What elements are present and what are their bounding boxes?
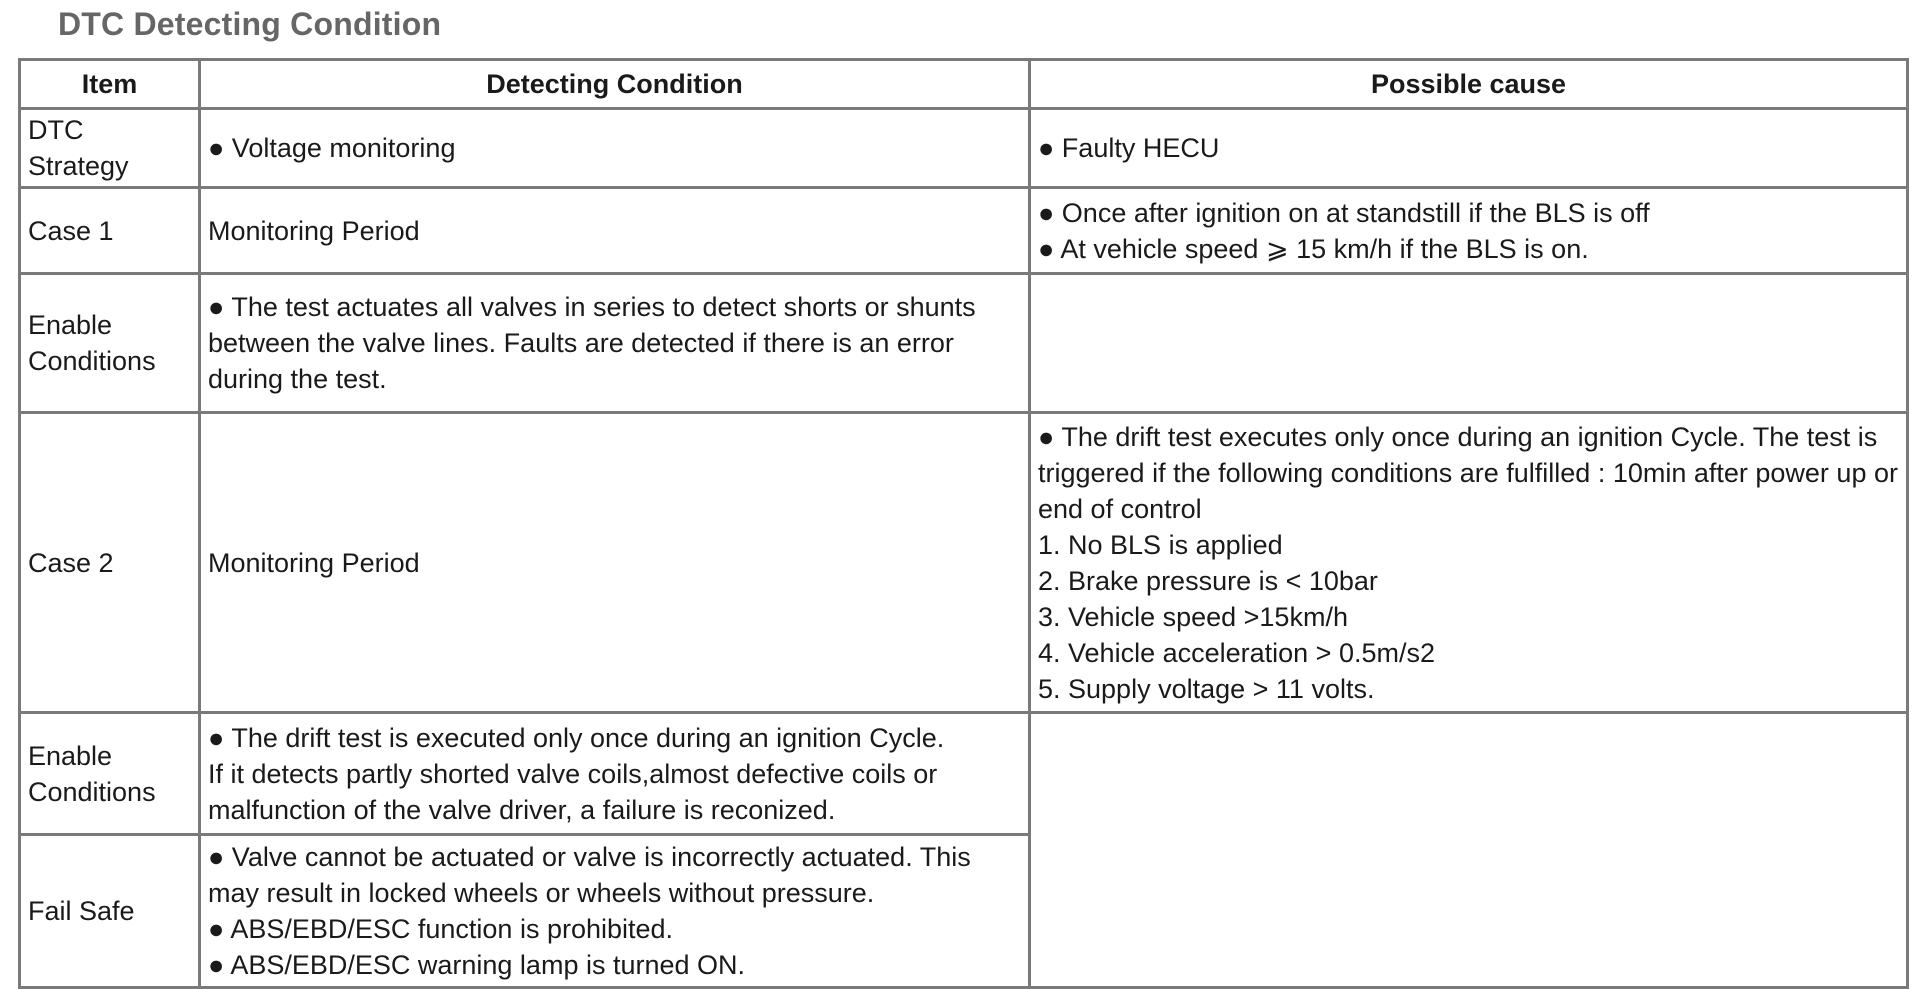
text-line: ● The test actuates all valves in series to detect shorts or shunts <box>208 292 976 322</box>
item-cell: Enable Conditions <box>20 713 200 835</box>
text-line: 1. No BLS is applied <box>1038 529 1283 560</box>
cause-cell <box>1030 413 1908 713</box>
text-line: ● ABS/EBD/ESC function is prohibited. <box>208 914 674 944</box>
item-cell: Enable Conditions <box>20 274 200 413</box>
item-cell: Case 1 <box>20 188 200 274</box>
table-row <box>20 274 1908 413</box>
detecting-cell <box>200 274 1030 413</box>
text-line: ● The drift test is executed only once during an ignition Cycle. <box>208 722 945 753</box>
cause-cell-empty <box>1030 713 1908 988</box>
table-row <box>20 188 1908 274</box>
text-line: 5. Supply voltage > 11 volts. <box>1038 673 1375 704</box>
header-possible-cause: Possible cause <box>1030 60 1908 109</box>
text-line: ● Once after ignition on at standstill if the BLS is off <box>1038 197 1650 228</box>
text-line: Monitoring Period <box>208 547 420 578</box>
header-item: Item <box>20 60 200 109</box>
text-line: If it detects partly shorted valve coils,almost defective coils or <box>208 758 938 789</box>
header-row <box>20 60 1908 109</box>
text-line: may result in locked wheels or wheels without pressure. <box>208 878 875 908</box>
text-line: ● Voltage monitoring <box>208 133 456 163</box>
text-line: end of control <box>1038 493 1202 524</box>
text-line: ● Faulty HECU <box>1038 133 1220 163</box>
detecting-cell <box>200 109 1030 188</box>
item-cell: DTC Strategy <box>20 109 200 188</box>
detecting-cell <box>200 188 1030 274</box>
cause-cell <box>1030 188 1908 274</box>
text-line: ● At vehicle speed ⩾ 15 km/h if the BLS is on. <box>1038 233 1589 264</box>
cause-cell-empty <box>1030 274 1908 413</box>
text-line: 3. Vehicle speed >15km/h <box>1038 601 1348 632</box>
text-line: during the test. <box>208 364 387 394</box>
page-title: DTC Detecting Condition <box>58 6 442 42</box>
table-row <box>20 413 1908 713</box>
text-line: 4. Vehicle acceleration > 0.5m/s2 <box>1038 637 1435 668</box>
detecting-cell <box>200 835 1030 988</box>
text-line: triggered if the following conditions are fulfilled : 10min after power up or <box>1038 457 1898 488</box>
text-line: malfunction of the valve driver, a failure is reconized. <box>208 794 836 825</box>
text-line: between the valve lines. Faults are detected if there is an error <box>208 328 954 358</box>
dtc-table <box>18 58 1909 989</box>
text-line: ● Valve cannot be actuated or valve is incorrectly actuated. This <box>208 842 971 872</box>
detecting-cell <box>200 713 1030 835</box>
text-line: ● The drift test executes only once during an ignition Cycle. The test is <box>1038 421 1878 452</box>
text-line: Monitoring Period <box>208 215 420 246</box>
item-cell: Fail Safe <box>20 835 200 988</box>
detecting-cell <box>200 413 1030 713</box>
table-row <box>20 109 1908 188</box>
cause-cell <box>1030 109 1908 188</box>
text-line: 2. Brake pressure is < 10bar <box>1038 565 1378 596</box>
table-row <box>20 713 1908 835</box>
header-detecting-condition: Detecting Condition <box>200 60 1030 109</box>
item-cell: Case 2 <box>20 413 200 713</box>
text-line: ● ABS/EBD/ESC warning lamp is turned ON. <box>208 950 746 980</box>
